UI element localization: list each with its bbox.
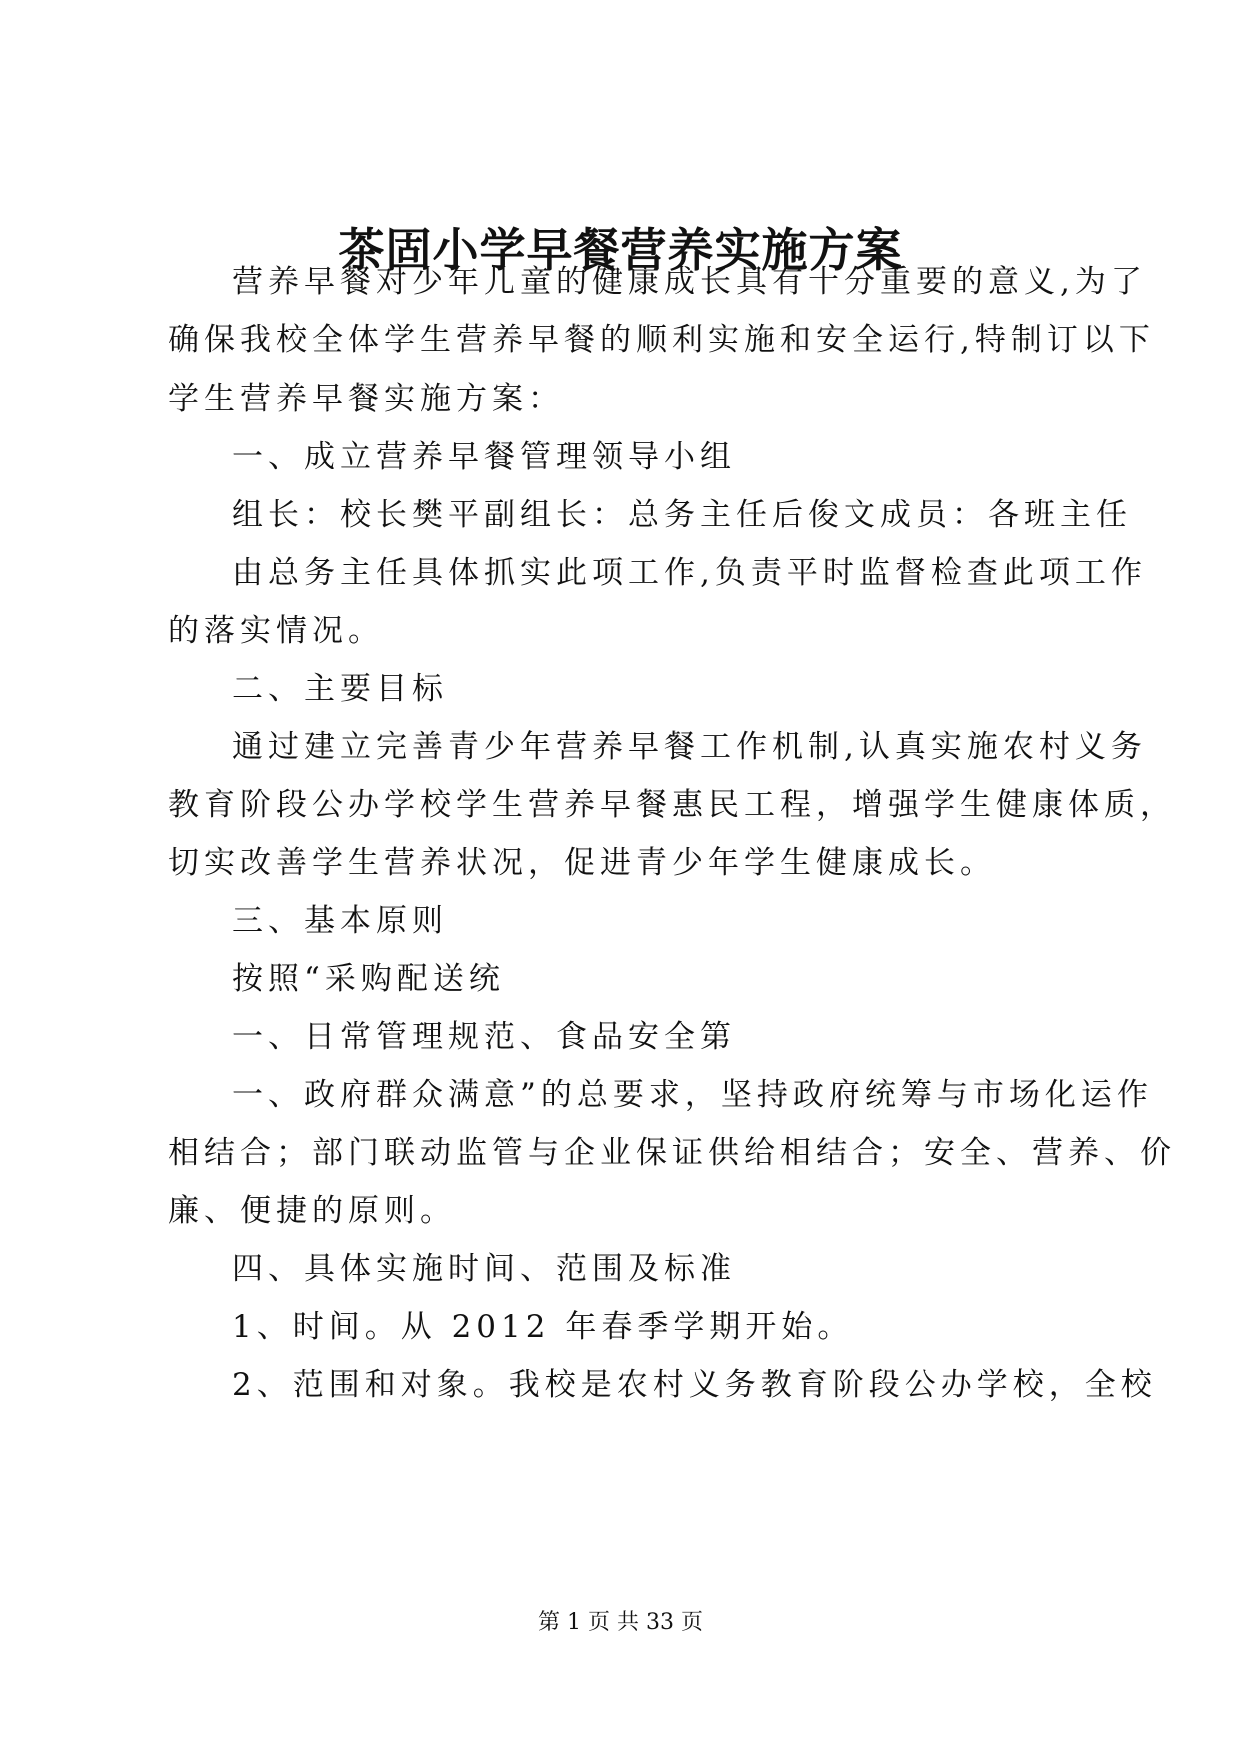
document-title: 茶固小学早餐营养实施方案: [338, 223, 903, 277]
paragraph-line: 教育阶段公办学校学生营养早餐惠民工程，增强学生健康体质，: [168, 787, 1176, 823]
page-footer: 第 1 页 共 33 页: [538, 1610, 703, 1635]
paragraph-line: 切实改善学生营养状况，促进青少年学生健康成长。: [168, 845, 996, 881]
section-heading: 二、主要目标: [232, 671, 448, 707]
paragraph-line: 学生营养早餐实施方案：: [168, 381, 564, 417]
paragraph-line: 通过建立完善青少年营养早餐工作机制,认真实施农村义务: [232, 729, 1147, 765]
paragraph-line: 廉、便捷的原则。: [168, 1193, 456, 1229]
paragraph-line: 1、时间。从 2012 年春季学期开始。: [232, 1309, 854, 1345]
paragraph-line: 组长：校长樊平副组长：总务主任后俊文成员：各班主任: [232, 497, 1132, 533]
paragraph-line: 由总务主任具体抓实此项工作,负责平时监督检查此项工作: [232, 555, 1147, 591]
paragraph-line: 一、日常管理规范、食品安全第: [232, 1019, 736, 1055]
paragraph-line: 相结合；部门联动监管与企业保证供给相结合；安全、营养、价: [168, 1135, 1176, 1171]
section-heading: 四、具体实施时间、范围及标准: [232, 1251, 736, 1287]
paragraph-line: 确保我校全体学生营养早餐的顺利实施和安全运行,特制订以下: [168, 322, 1155, 358]
section-heading: 一、成立营养早餐管理领导小组: [232, 439, 736, 475]
paragraph-line: 一、政府群众满意”的总要求，坚持政府统筹与市场化运作: [232, 1077, 1153, 1113]
paragraph-line: 按照“采购配送统: [232, 961, 505, 997]
paragraph-line: 营养早餐对少年儿童的健康成长具有十分重要的意义,为了: [232, 264, 1147, 300]
paragraph-line: 的落实情况。: [168, 613, 384, 649]
paragraph-line: 2、范围和对象。我校是农村义务教育阶段公办学校，全校: [232, 1367, 1157, 1403]
section-heading: 三、基本原则: [232, 903, 448, 939]
